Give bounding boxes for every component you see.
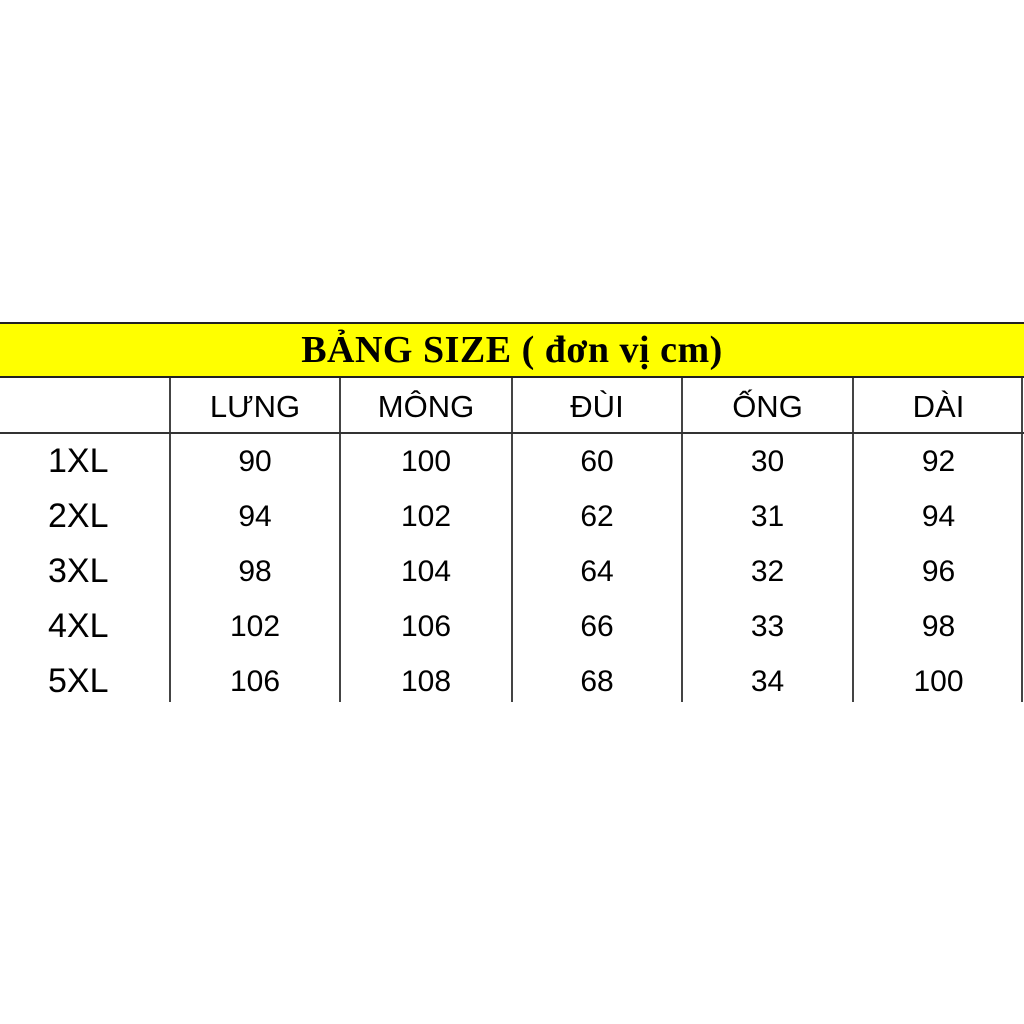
header-cell-empty xyxy=(0,378,170,432)
table-cell: 106 xyxy=(229,664,281,698)
table-row xyxy=(0,599,1024,654)
header-cell-mong: MÔNG xyxy=(377,389,475,424)
table-row xyxy=(0,654,1024,702)
table-cell: 34 xyxy=(750,664,785,698)
size-label: 2XL xyxy=(48,497,109,535)
table-row xyxy=(0,544,1024,599)
table-row xyxy=(0,434,1024,489)
table-cell: 64 xyxy=(580,554,614,588)
table-header-row xyxy=(0,378,1024,434)
header-cell-dui: ĐÙI xyxy=(570,389,624,424)
table-cell: 90 xyxy=(238,444,272,478)
table-cell: 108 xyxy=(400,664,452,698)
table-cell: 100 xyxy=(400,444,452,478)
table-cell: 100 xyxy=(913,664,964,698)
table-cell: 33 xyxy=(750,609,785,643)
table-title: BẢNG SIZE ( đơn vị cm) xyxy=(301,329,723,371)
table-cell: 94 xyxy=(921,499,956,533)
table-cell: 60 xyxy=(580,444,614,478)
table-cell: 94 xyxy=(238,499,272,533)
table-cell: 66 xyxy=(580,609,614,643)
table-cell: 98 xyxy=(921,609,956,643)
table-cell: 102 xyxy=(400,499,452,533)
table-title-bar xyxy=(0,322,1024,378)
table-cell: 98 xyxy=(238,554,272,588)
table-cell: 31 xyxy=(750,499,785,533)
table-row xyxy=(0,489,1024,544)
header-cell-ong: ỐNG xyxy=(732,389,803,424)
table-cell: 106 xyxy=(400,609,452,643)
table-cell: 96 xyxy=(921,554,956,588)
table-cell: 68 xyxy=(580,664,614,698)
table-cell: 30 xyxy=(750,444,785,478)
header-cell-dai: DÀI xyxy=(912,389,965,424)
size-label: 1XL xyxy=(48,442,109,480)
size-label: 5XL xyxy=(48,662,109,700)
size-label: 4XL xyxy=(48,607,109,645)
table-cell: 92 xyxy=(921,444,956,478)
table-cell: 104 xyxy=(400,554,452,588)
size-label: 3XL xyxy=(48,552,109,590)
size-table xyxy=(0,322,1024,702)
table-cell: 62 xyxy=(580,499,614,533)
table-cell: 102 xyxy=(229,609,281,643)
header-cell-lung: LƯNG xyxy=(209,389,301,424)
table-cell: 32 xyxy=(750,554,785,588)
